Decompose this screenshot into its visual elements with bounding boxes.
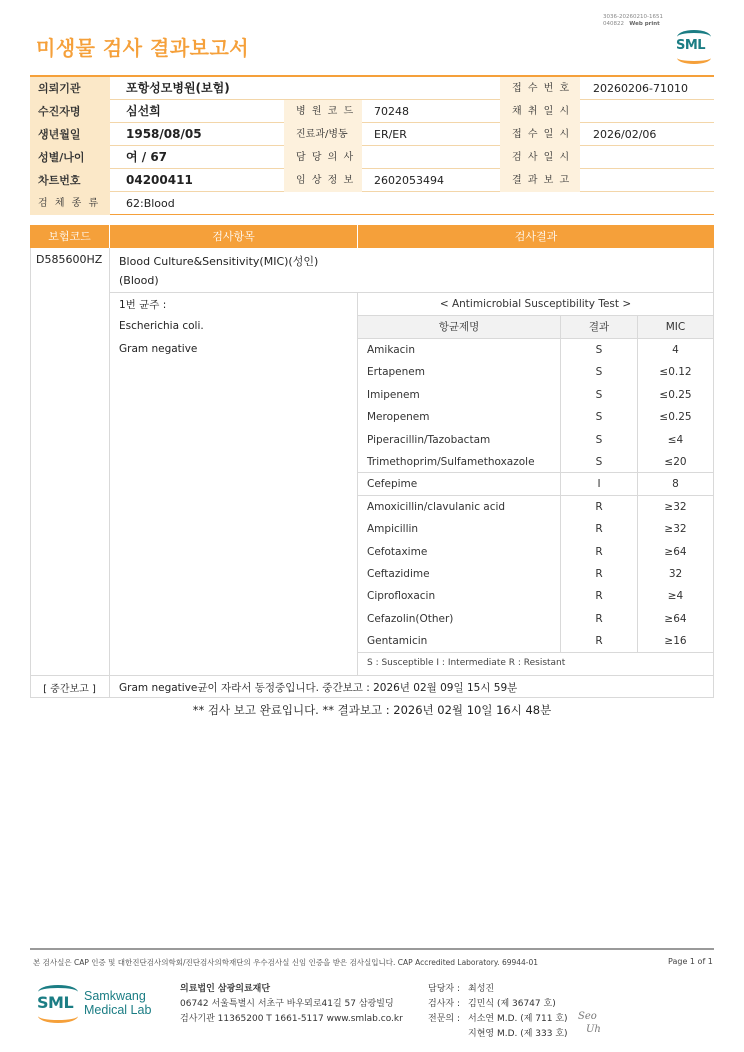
corp-name: 의료법인 삼광의료재단 [180, 984, 271, 994]
receipt-date-value: 2026/02/06 [593, 128, 657, 141]
print-code [603, 14, 663, 27]
specimen-label: 검 체 종 류 [30, 192, 110, 215]
ast-col-drug: 항균제명 [358, 316, 560, 338]
patient-name-label: 수진자명 [30, 100, 110, 123]
clinical-info-label: 임 상 정 보 [284, 169, 362, 192]
staff-labels [428, 982, 460, 1027]
final-report: ** 검사 보고 완료입니다. ** 결과보고 : 2026년 02월 10일 16시 48분 [192, 703, 552, 717]
antibiotic-mic: 8 [672, 478, 679, 491]
antibiotic-mic: ≤0.25 [659, 411, 692, 424]
antibiotic-name: Meropenem [367, 411, 430, 424]
antibiotic-mic: ≥16 [664, 635, 687, 648]
manager-label: 담당자 : [428, 984, 460, 994]
patient-name-value: 심선희 [126, 104, 161, 118]
specialist-label: 전문의 : [428, 1014, 460, 1024]
corp-contact: 검사기관 11365200 T 1661-5117 www.smlab.co.kr [180, 1014, 403, 1024]
tester-label: 검사자 : [428, 999, 460, 1009]
ast-col-result: 결과 [561, 316, 637, 338]
lab-name-line2: Medical Lab [84, 1003, 152, 1017]
manager-name: 최성진 [468, 984, 495, 994]
info-row [30, 146, 714, 169]
antibiotic-name: Ciprofloxacin [367, 590, 436, 603]
antibiotic-name: Ertapenem [367, 366, 425, 379]
antibiotic-result: S [595, 411, 603, 424]
antibiotic-mic: ≥4 [667, 590, 684, 603]
corp-info [180, 982, 403, 1027]
info-row [30, 77, 714, 100]
specimen-value: 62:Blood [126, 197, 175, 210]
antibiotic-result: S [595, 456, 603, 468]
antibiotic-mic: ≥32 [664, 500, 687, 513]
info-row [30, 192, 714, 215]
antibiotic-mic: ≤0.25 [659, 388, 692, 401]
ast-legend: S : Susceptible I : Intermediate R : Resistant [367, 658, 566, 668]
antibiotic-name: Cefotaxime [367, 545, 428, 558]
info-row [30, 123, 714, 146]
antibiotic-result: R [595, 500, 603, 513]
report-title: 미생물 검사 결과보고서 [36, 36, 250, 60]
receipt-no-label: 접 수 번 호 [500, 77, 580, 100]
antibiotic-result: S [595, 366, 603, 379]
antibiotic-result: R [595, 523, 603, 536]
info-row [30, 100, 714, 123]
ast-col-mic: MIC [638, 316, 713, 338]
print-code-line2: 040822 [603, 20, 624, 27]
antibiotic-result: I [597, 478, 601, 491]
page-number: Page 1 of 1 [668, 957, 713, 966]
test-item-line1: Blood Culture&Sensitivity(MIC)(성인) [119, 255, 319, 268]
specialist1-name: 서소연 M.D. (제 711 호) [468, 1014, 568, 1024]
hospital-code-value: 70248 [374, 105, 409, 118]
antibiotic-mic: ≥32 [664, 523, 687, 536]
col-header-item: 검사항목 [110, 225, 357, 248]
doctor-value [364, 146, 374, 169]
ast-title: < Antimicrobial Susceptibility Test > [439, 298, 632, 310]
antibiotic-result: R [595, 545, 603, 558]
antibiotic-name: Ampicillin [367, 523, 419, 536]
antibiotic-name: Cefepime [367, 478, 418, 491]
samkwang-logo-icon [36, 985, 80, 1023]
sml-logo-text: SML [676, 38, 706, 53]
antibiotic-result: R [595, 590, 603, 603]
antibiotic-name: Trimethoprim/Sulfamethoxazole [367, 456, 535, 468]
specialist2-name: 지현영 M.D. (제 333 호) [468, 1029, 568, 1039]
birth-label: 생년월일 [30, 123, 110, 146]
antibiotic-result: S [595, 433, 603, 446]
sml-logo-icon [674, 30, 714, 66]
lab-name [84, 989, 151, 1017]
clinical-info-value: 2602053494 [374, 174, 444, 187]
interim-label: [ 중간보고 ] [43, 684, 96, 695]
antibiotic-mic: ≥64 [664, 545, 687, 558]
test-date-label: 검 사 일 시 [500, 146, 580, 169]
antibiotic-mic: 32 [668, 568, 683, 580]
antibiotic-mic: ≤0.12 [659, 366, 692, 379]
print-code-line1: 3036-20260210-1651 [603, 14, 663, 20]
web-print-label: Web print [629, 20, 660, 27]
antibiotic-name: Amoxicillin/clavulanic acid [367, 500, 506, 513]
antibiotic-name: Imipenem [367, 388, 420, 401]
requesting-org-label: 의뢰기관 [30, 77, 110, 100]
tester-name: 김민식 (제 36747 호) [468, 999, 556, 1009]
chart-no-value: 04200411 [126, 173, 193, 187]
collection-date-label: 채 취 일 시 [500, 100, 580, 123]
receipt-no-value: 20260206-71010 [593, 82, 688, 95]
antibiotic-result: R [595, 568, 603, 580]
sex-age-label: 성별/나이 [30, 146, 110, 169]
birth-value: 1958/08/05 [126, 127, 202, 141]
department-label: 진료과/병동 [284, 123, 362, 146]
staff-values [468, 982, 568, 1042]
antibiotic-mic: ≥64 [664, 612, 687, 625]
col-header-result: 검사결과 [358, 225, 714, 248]
signature-image: Seo [578, 1011, 597, 1022]
hospital-code-label: 병 원 코 드 [284, 100, 362, 123]
info-row [30, 169, 714, 192]
certification-note: 본 검사실은 CAP 인증 및 대한진단검사의학회/진단검사의학재단의 우수검사실 신임 인증을 받은 검사실입니다. CAP Accredited Laboratory. 69944-01 [33, 958, 539, 967]
test-date-value [583, 146, 593, 169]
antibiotic-result: R [595, 612, 603, 625]
department-value: ER/ER [374, 128, 407, 141]
corp-address: 06742 서울특별시 서초구 바우뫼로41길 57 삼광빌딩 [180, 999, 394, 1009]
antibiotic-name: Ceftazidime [367, 568, 430, 580]
test-item-line2: (Blood) [119, 274, 159, 287]
requesting-org-value: 포항성모병원(보험) [126, 81, 230, 95]
antibiotic-result: S [595, 388, 603, 401]
antibiotic-name: Amikacin [367, 344, 416, 356]
gram-stain: Gram negative [119, 343, 198, 355]
organism-label: 1번 균주 : [119, 299, 167, 311]
antibiotic-mic: ≤4 [667, 433, 684, 446]
test-code: D585600HZ [36, 253, 103, 266]
lab-name-line1: Samkwang [84, 989, 146, 1003]
footer-divider [30, 948, 714, 950]
organism-name: Escherichia coli. [119, 320, 204, 332]
antibiotic-result: R [595, 635, 603, 648]
signature-image: Uh [586, 1024, 601, 1035]
antibiotic-mic: 4 [672, 344, 679, 356]
antibiotic-name: Piperacillin/Tazobactam [367, 433, 491, 446]
result-report-value [583, 169, 593, 192]
collection-date-value [583, 100, 593, 123]
patient-info-table [30, 75, 714, 210]
receipt-date-label: 접 수 일 시 [500, 123, 580, 146]
antibiotic-result: S [595, 344, 603, 356]
antibiotic-name: Cefazolin(Other) [367, 612, 454, 625]
result-report-label: 결 과 보 고 [500, 169, 580, 192]
doctor-label: 담 당 의 사 [284, 146, 362, 169]
col-header-code: 보험코드 [30, 225, 109, 248]
antibiotic-mic: ≤20 [664, 456, 687, 468]
footer-logo-text: SML [37, 993, 74, 1012]
antibiotic-name: Gentamicin [367, 635, 428, 648]
sex-age-value: 여 / 67 [126, 150, 168, 164]
chart-no-label: 차트번호 [30, 169, 110, 192]
interim-text: Gram negative균이 자라서 동정중입니다. 중간보고 : 2026년 02월 09일 15시 59분 [119, 682, 518, 694]
